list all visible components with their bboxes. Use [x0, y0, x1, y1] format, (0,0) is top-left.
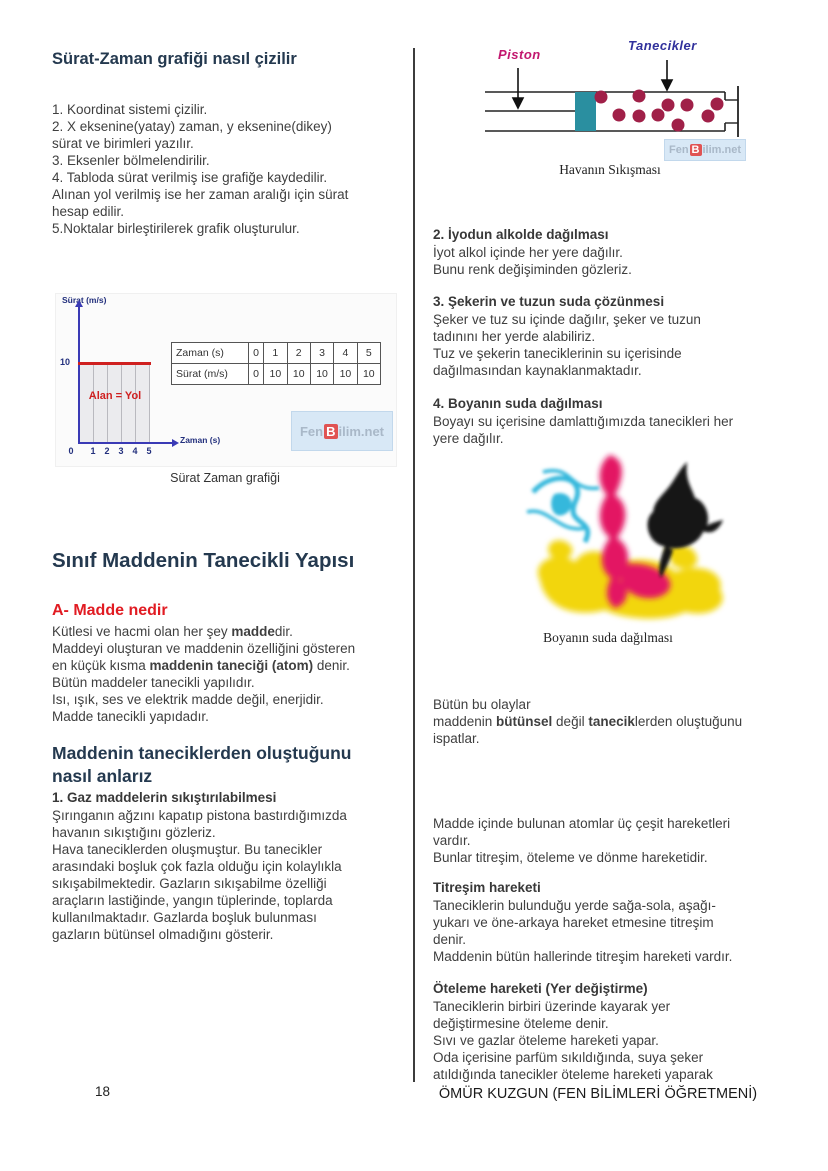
heading-speed-time-graph: Sürat-Zaman grafiği nasıl çizilir	[52, 50, 297, 68]
heading-what-is-matter: A- Madde nedir	[52, 602, 168, 619]
subheading-translation: Öteleme hareketi (Yer değiştirme)	[433, 981, 648, 996]
subheading-sugar-salt: 3. Şekerin ve tuzun suda çözünmesi	[433, 294, 665, 309]
particles-label: Tanecikler	[628, 38, 697, 53]
y-axis-label: Sürat (m/s)	[62, 295, 107, 305]
x-tick: 1	[90, 446, 96, 456]
area-equals-distance-label: Alan = Yol	[88, 390, 142, 402]
what-is-matter-text: Kütlesi ve hacmi olan her şey maddedir. Maddeyi oluşturan ve maddenin özelliğini gösteren en küçük kısma maddenin taneciği (atom) denir. Bütün maddeler tanecikli yapılıdır. Isı, ışık, ses ve elektrik madde değil, enerjidir. Madde tanecikli yapıdadır.	[52, 624, 356, 724]
subheading-gas-compression: 1. Gaz maddelerin sıkıştırılabilmesi	[52, 790, 277, 805]
translation-text: Taneciklerin birbiri üzerinde kayarak yer değiştirmesine öteleme denir. Sıvı ve gazlar öteleme hareketi yapar. Oda içerisine parfüm sıkıldığında, suya şeker atıldığında tanecikler öteleme hareketi yaparak	[433, 999, 713, 1082]
gas-particles	[595, 90, 724, 132]
page-number: 18	[95, 1084, 111, 1099]
ink-caption: Boyanın suda dağılması	[543, 630, 673, 645]
x-tick: 0	[68, 446, 74, 456]
fenbilim-watermark: Fen B ilim.net	[291, 411, 393, 451]
y-tick-10: 10	[60, 357, 71, 367]
graph-caption: Sürat Zaman grafiği	[170, 471, 280, 485]
table-row: Zaman (s) 0 1 2 3 4 5	[172, 343, 381, 364]
x-tick: 3	[118, 446, 124, 456]
heading-particle-structure: Sınıf Maddenin Tanecikli Yapısı	[52, 549, 355, 572]
x-axis	[78, 442, 174, 444]
speed-time-steps: 1. Koordinat sistemi çizilir. 2. X eksenine(yatay) zaman, y eksenine(dikey) sürat ve birimleri yazılır. 3. Eksenler bölmelendirilir. 4. Tabloda sürat verilmiş ise grafiğe kaydedilir. Alınan yol verilmiş ise her zaman aralığı için sürat hesap edilir. 5.Noktalar birleştirilerek grafik oluşturulur.	[52, 102, 349, 236]
ink-in-water-image	[515, 450, 750, 625]
speed-time-graph-figure	[55, 293, 397, 467]
x-axis-arrow-icon	[172, 439, 179, 447]
x-axis-label: Zaman (s)	[180, 435, 221, 445]
fenbilim-watermark: Fen B ilim.net	[664, 139, 746, 161]
motion-types-text: Madde içinde bulunan atomlar üç çeşit hareketleri vardır. Bunlar titreşim, öteleme ve dönme hareketidir.	[433, 816, 731, 865]
proof-text: Bütün bu olaylar maddenin bütünsel değil taneciklerden oluştuğunu ispatlar.	[433, 697, 743, 746]
gas-compression-text: Şırınganın ağzını kapatıp pistona bastırdığımızda havanın sıkıştığını gözleriz. Hava taneciklerden oluşmuştur. Bu tanecikler arasındaki boşluk çok fazla olduğu için kolaylıkla sıkışabilmektedir. Gazların sıkışabilme özelliği araçların lastiğinde, yangın tüplerinde, toplarda kullanılmaktadır. Gazlarda boşluk bulunması gazların bütünsel olmadığını gösterir.	[52, 808, 347, 942]
vibration-text: Taneciklerin bulunduğu yerde sağa-sola, aşağı- yukarı ve öne-arkaya hareket etmesine titreşim denir. Maddenin bütün hallerinde titreşim hareketi vardır.	[433, 898, 733, 964]
x-tick: 5	[146, 446, 152, 456]
dye-text: Boyayı su içerisine damlattığımızda tanecikleri her yere dağılır.	[433, 414, 734, 446]
piston-label: Piston	[498, 47, 541, 62]
sugar-salt-text: Şeker ve tuz su içinde dağılır, şeker ve tuzun tadınını her yerde alabiliriz. Tuz ve şekerin taneciklerinin su içerisinde dağılmasından kaynaklanmaktadır.	[433, 312, 701, 378]
subheading-vibration: Titreşim hareketi	[433, 880, 541, 895]
iodine-text: İyot alkol içinde her yere dağılır. Bunu renk değişiminden gözleriz.	[433, 245, 632, 277]
area-under-curve	[80, 365, 150, 442]
syringe-caption: Havanın Sıkışması	[559, 162, 661, 177]
down-arrow-icon	[513, 68, 523, 108]
down-arrow-icon	[662, 60, 672, 90]
cyan-ink	[527, 471, 599, 542]
footer-author: ÖMÜR KUZGUN (FEN BİLİMLERİ ÖĞRETMENİ)	[438, 1086, 758, 1102]
x-tick: 4	[132, 446, 138, 456]
x-tick: 2	[104, 446, 110, 456]
subheading-iodine: 2. İyodun alkolde dağılması	[433, 227, 609, 242]
speed-line	[78, 362, 151, 365]
heading-how-we-know: Maddenin taneciklerden oluştuğunu nasıl anlarız	[52, 743, 352, 786]
subheading-dye: 4. Boyanın suda dağılması	[433, 396, 603, 411]
piston-block	[575, 92, 596, 131]
table-row: Sürat (m/s) 0 10 10 10 10 10	[172, 364, 381, 385]
speed-time-table	[171, 342, 381, 385]
